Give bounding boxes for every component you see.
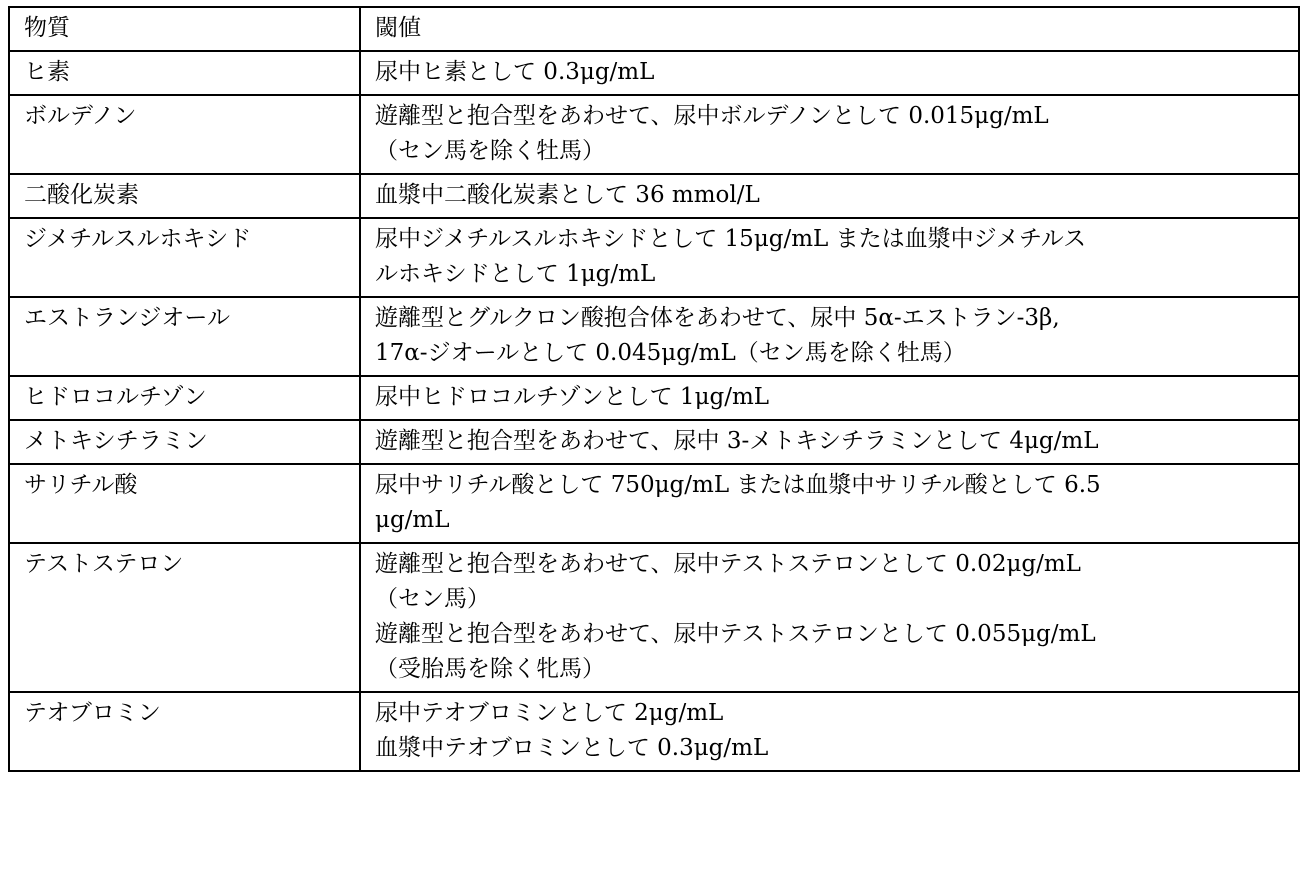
substance-cell: メトキシチラミン <box>9 420 360 464</box>
threshold-line: 17α-ジオールとして 0.045μg/mL（セン馬を除く牡馬） <box>375 340 966 366</box>
substance-cell: テオブロミン <box>9 692 360 771</box>
threshold-cell <box>360 692 1299 771</box>
threshold-line: 遊離型と抱合型をあわせて、尿中ボルデノンとして 0.015μg/mL <box>375 103 1049 129</box>
threshold-cell <box>360 543 1299 692</box>
threshold-cell <box>360 51 1299 95</box>
threshold-line: （受胎馬を除く牝馬） <box>375 656 605 682</box>
threshold-line: 尿中テオブロミンとして 2μg/mL <box>375 700 724 726</box>
table-row <box>9 543 1299 692</box>
threshold-line: 尿中サリチル酸として 750μg/mL または血漿中サリチル酸として 6.5 <box>375 472 1101 498</box>
header-threshold: 閾値 <box>360 7 1299 51</box>
threshold-line: 尿中ジメチルスルホキシドとして 15μg/mL または血漿中ジメチルス <box>375 226 1087 252</box>
threshold-line: μg/mL <box>375 507 450 533</box>
threshold-cell <box>360 218 1299 297</box>
substance-cell: ヒドロコルチゾン <box>9 376 360 420</box>
threshold-cell <box>360 464 1299 543</box>
threshold-table <box>8 6 1300 772</box>
threshold-cell <box>360 297 1299 376</box>
header-row <box>9 7 1299 51</box>
table-row <box>9 218 1299 297</box>
table-row <box>9 51 1299 95</box>
substance-cell: エストランジオール <box>9 297 360 376</box>
threshold-cell <box>360 376 1299 420</box>
threshold-cell <box>360 95 1299 174</box>
threshold-line: 遊離型と抱合型をあわせて、尿中 3-メトキシチラミンとして 4μg/mL <box>375 428 1099 454</box>
substance-cell: サリチル酸 <box>9 464 360 543</box>
table-row <box>9 692 1299 771</box>
threshold-cell <box>360 420 1299 464</box>
threshold-line: 遊離型と抱合型をあわせて、尿中テストステロンとして 0.02μg/mL <box>375 551 1081 577</box>
threshold-line: 遊離型と抱合型をあわせて、尿中テストステロンとして 0.055μg/mL <box>375 621 1096 647</box>
threshold-line: 遊離型とグルクロン酸抱合体をあわせて、尿中 5α-エストラン-3β, <box>375 305 1060 331</box>
table-row <box>9 420 1299 464</box>
threshold-line: （セン馬） <box>375 586 490 612</box>
substance-cell: 二酸化炭素 <box>9 174 360 218</box>
table-row <box>9 464 1299 543</box>
table-row <box>9 95 1299 174</box>
threshold-line: 血漿中二酸化炭素として 36 mmol/L <box>375 182 760 208</box>
header-substance: 物質 <box>9 7 360 51</box>
table-row <box>9 376 1299 420</box>
document <box>8 6 1298 772</box>
threshold-line: 尿中ヒ素として 0.3μg/mL <box>375 59 655 85</box>
threshold-cell <box>360 174 1299 218</box>
substance-cell: ボルデノン <box>9 95 360 174</box>
threshold-line: ルホキシドとして 1μg/mL <box>375 261 656 287</box>
threshold-line: （セン馬を除く牡馬） <box>375 138 605 164</box>
threshold-line: 血漿中テオブロミンとして 0.3μg/mL <box>375 735 769 761</box>
table-row <box>9 174 1299 218</box>
substance-cell: ジメチルスルホキシド <box>9 218 360 297</box>
substance-cell: テストステロン <box>9 543 360 692</box>
substance-cell: ヒ素 <box>9 51 360 95</box>
threshold-line: 尿中ヒドロコルチゾンとして 1μg/mL <box>375 384 770 410</box>
table-row <box>9 297 1299 376</box>
